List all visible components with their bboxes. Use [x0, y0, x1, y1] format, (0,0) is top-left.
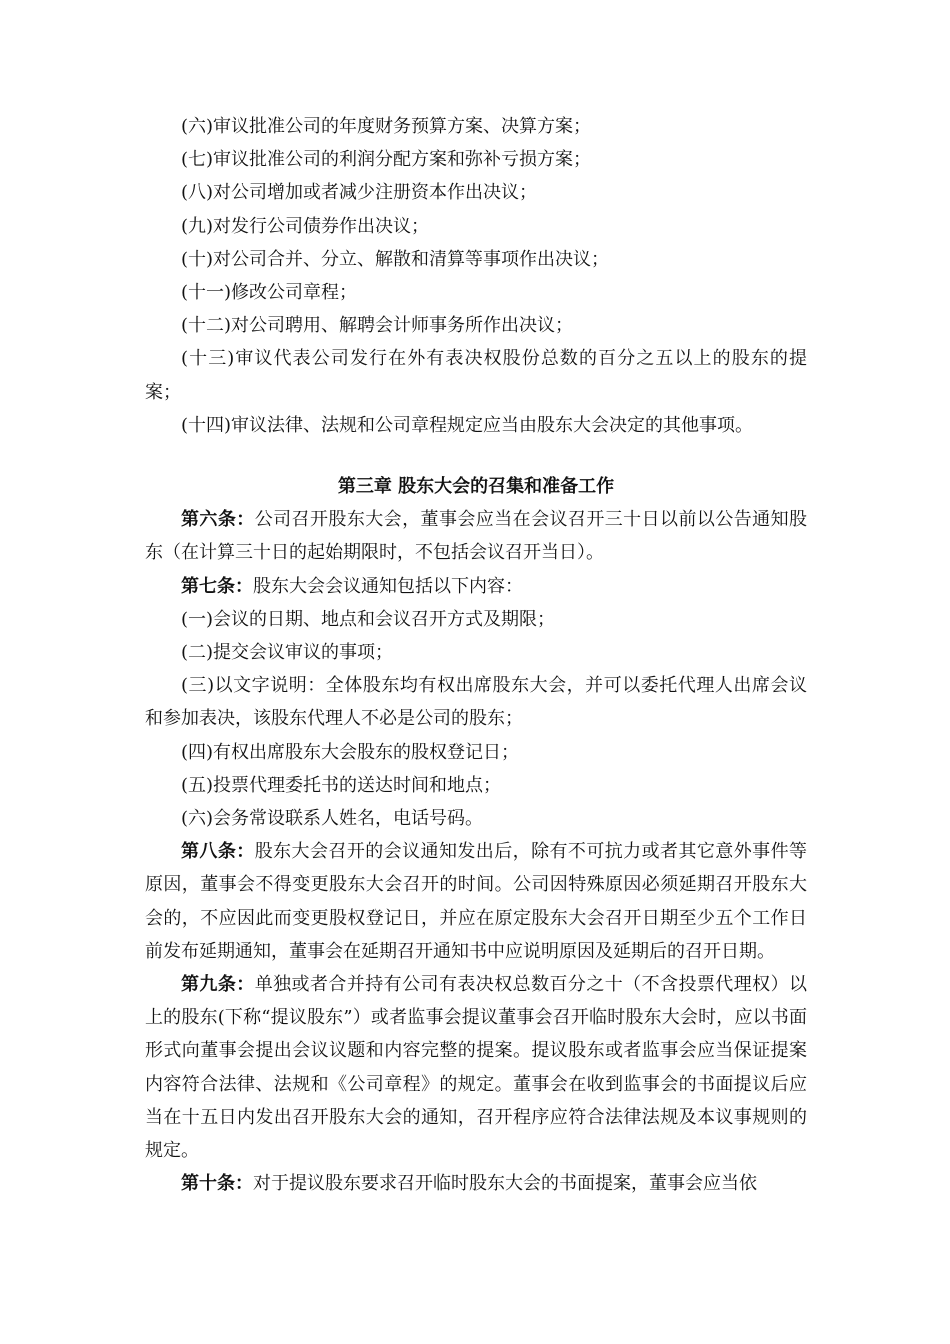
article-7-item-2: (二)提交会议审议的事项；: [181, 642, 394, 664]
article-6-text: 公司召开股东大会，董事会应当在会议召开三十日以前以公告通知股东（在计算三十日的起始期限时，不包括会议召开当日）。: [145, 509, 808, 564]
article-9-text: 单独或者合并持有公司有表决权总数百分之十（不含投票代理权）以上的股东(下称“提议股东”）或者监事会提议董事会召开临时股东大会时，应以书面形式向董事会提出会议议题和内容完整的提案。提议股东或者监事会应当保证提案内容符合法律、法规和《公司章程》的规定。董事会在收到监事会的书面提议后应当在十五日内发出召开股东大会的通知，召开程序应符合法律法规及本议事规则的规定。: [145, 974, 808, 1162]
list-item-12: (十二)对公司聘用、解聘会计师事务所作出决议；: [181, 315, 574, 337]
list-item-7: (七)审议批准公司的利润分配方案和弥补亏损方案；: [181, 149, 592, 171]
article-6: [145, 503, 807, 569]
article-10-text: 对于提议股东要求召开临时股东大会的书面提案，董事会应当依: [253, 1173, 757, 1195]
list-item-10: (十)对公司合并、分立、解散和清算等事项作出决议；: [181, 248, 610, 270]
article-7: [145, 570, 807, 603]
article-7-item-6: (六)会务常设联系人姓名，电话号码。: [181, 808, 484, 830]
list-item-13: (十三)审议代表公司发行在外有表决权股份总数的百分之五以上的股东的提案；: [145, 348, 807, 403]
list-item-6: (六)审议批准公司的年度财务预算方案、决算方案；: [181, 116, 592, 137]
article-10: [145, 1167, 807, 1200]
article-7-item-4: (四)有权出席股东大会股东的股权登记日；: [181, 741, 520, 763]
chapter-title: 第三章 股东大会的召集和准备工作: [337, 476, 615, 498]
document-page: [145, 110, 807, 1201]
list-item-11: (十一)修改公司章程；: [181, 282, 358, 304]
list-item-8: (八)对公司增加或者减少注册资本作出决议；: [181, 182, 538, 204]
article-8-label: 第八条：: [181, 841, 255, 863]
article-8: [145, 835, 807, 968]
article-9-label: 第九条：: [181, 974, 255, 996]
article-10-label: 第十条：: [181, 1173, 253, 1195]
list-item-14: (十四)审议法律、法规和公司章程规定应当由股东大会决定的其他事项。: [181, 414, 754, 436]
list-item-9: (九)对发行公司债券作出决议；: [181, 215, 430, 237]
article-7-item-3: (三)以文字说明：全体股东均有权出席股东大会，并可以委托代理人出席会议和参加表决，该股东代理人不必是公司的股东；: [145, 675, 807, 730]
article-6-label: 第六条：: [181, 509, 255, 531]
article-7-item-1: (一)会议的日期、地点和会议召开方式及期限；: [181, 608, 556, 630]
article-9: [145, 968, 807, 1167]
article-7-text: 股东大会会议通知包括以下内容：: [253, 575, 523, 597]
article-8-text: 股东大会召开的会议通知发出后，除有不可抗力或者其它意外事件等原因，董事会不得变更股东大会召开的时间。公司因特殊原因必须延期召开股东大会的，不应因此而变更股权登记日，并应在原定股东大会召开日期至少五个工作日前发布延期通知，董事会在延期召开通知书中应说明原因及延期后的召开日期。: [145, 841, 808, 962]
article-7-label: 第七条：: [181, 575, 253, 597]
article-7-item-5: (五)投票代理委托书的送达时间和地点；: [181, 774, 502, 796]
